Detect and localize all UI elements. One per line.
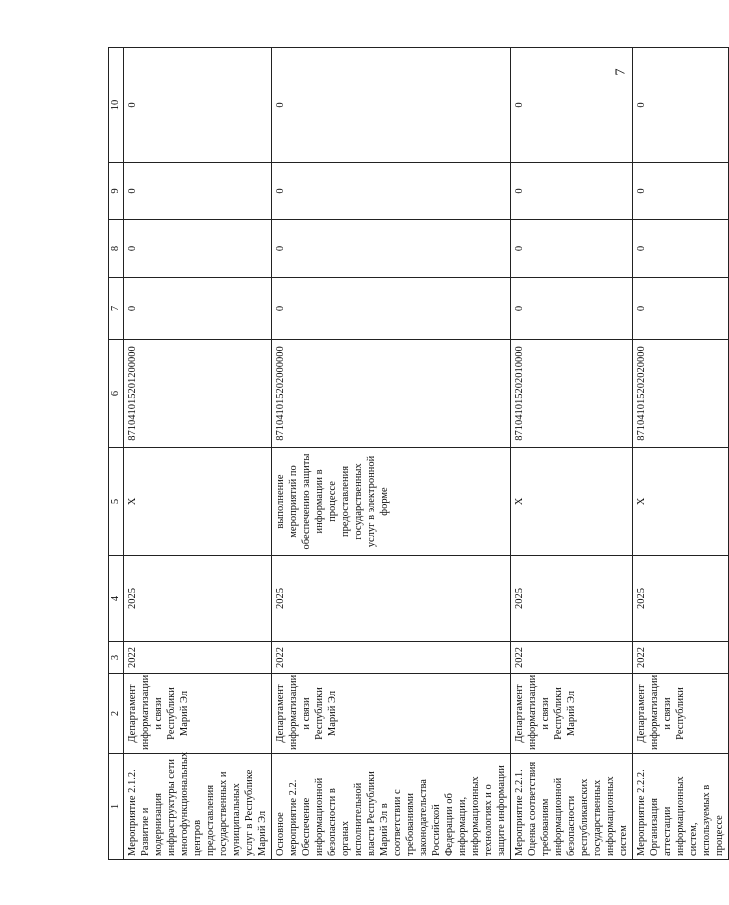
cell-budget-code: 871041015201200000 [124, 340, 272, 448]
cell-event-name: Мероприятие 2.1.2. Развитие и модернизация инфраструктуры сети многофункциональных центров предоставления государственных и муниципальных услуг в Республике Марий Эл [124, 754, 272, 860]
cell-executor: Департамент информатизации и связи Республики Марий Эл [272, 674, 511, 754]
cell-value-8: 0 [511, 220, 633, 278]
cell-executor: Департамент информатизации и связи Республики [633, 674, 729, 754]
cell-event-name: Мероприятие 2.2.1. Оценка соответствия требованиям информационной безопасности республиканских государственных информационных систем [511, 754, 633, 860]
program-table [108, 47, 729, 860]
header-col-10: 10 [109, 48, 124, 163]
cell-value-9: 0 [633, 163, 729, 220]
cell-result: выполнение мероприятий по обеспечению защиты информации в процессе предоставления государственных услуг в электронной форме [272, 448, 511, 556]
cell-result: X [633, 448, 729, 556]
cell-value-9: 0 [511, 163, 633, 220]
cell-value-10: 0 [633, 48, 729, 163]
cell-start-year: 2022 [633, 642, 729, 674]
cell-event-name: Мероприятие 2.2.2. Организация аттестации информационных систем, используемых в процессе [633, 754, 729, 860]
cell-start-year: 2022 [511, 642, 633, 674]
cell-budget-code: 871041015202000000 [272, 340, 511, 448]
cell-end-year: 2025 [272, 556, 511, 642]
cell-end-year: 2025 [633, 556, 729, 642]
cell-budget-code: 871041015202020000 [633, 340, 729, 448]
header-col-1: 1 [109, 754, 124, 860]
header-col-9: 9 [109, 163, 124, 220]
cell-event-name: Основное мероприятие 2.2. Обеспечение информационной безопасности в органах исполнительной власти Республики Марий Эл в соответствии с требованиями законодательства Российской Федерации об информации, информационных технологиях и о защите информации [272, 754, 511, 860]
cell-result: X [124, 448, 272, 556]
cell-result: X [511, 448, 633, 556]
header-col-8: 8 [109, 220, 124, 278]
page-number: 7 [613, 68, 629, 76]
header-col-4: 4 [109, 556, 124, 642]
table-row [272, 48, 511, 860]
table-row [124, 48, 272, 860]
cell-value-10: 0 [511, 48, 633, 163]
table-row [511, 48, 633, 860]
header-col-5: 5 [109, 448, 124, 556]
header-col-3: 3 [109, 642, 124, 674]
cell-end-year: 2025 [511, 556, 633, 642]
header-col-7: 7 [109, 278, 124, 340]
table-row [633, 48, 729, 860]
cell-value-8: 0 [633, 220, 729, 278]
cell-value-10: 0 [124, 48, 272, 163]
cell-value-8: 0 [124, 220, 272, 278]
header-col-6: 6 [109, 340, 124, 448]
cell-start-year: 2022 [272, 642, 511, 674]
cell-budget-code: 871041015202010000 [511, 340, 633, 448]
cell-start-year: 2022 [124, 642, 272, 674]
cell-value-7: 0 [272, 278, 511, 340]
cell-end-year: 2025 [124, 556, 272, 642]
header-row [109, 48, 124, 860]
rotated-page-content [108, 48, 725, 860]
cell-executor: Департамент информатизации и связи Республики Марий Эл [124, 674, 272, 754]
header-col-2: 2 [109, 674, 124, 754]
cell-value-7: 0 [124, 278, 272, 340]
cell-value-10: 0 [272, 48, 511, 163]
cell-value-9: 0 [124, 163, 272, 220]
cell-value-7: 0 [633, 278, 729, 340]
cell-value-9: 0 [272, 163, 511, 220]
cell-value-8: 0 [272, 220, 511, 278]
cell-executor: Департамент информатизации и связи Республики Марий Эл [511, 674, 633, 754]
cell-value-7: 0 [511, 278, 633, 340]
